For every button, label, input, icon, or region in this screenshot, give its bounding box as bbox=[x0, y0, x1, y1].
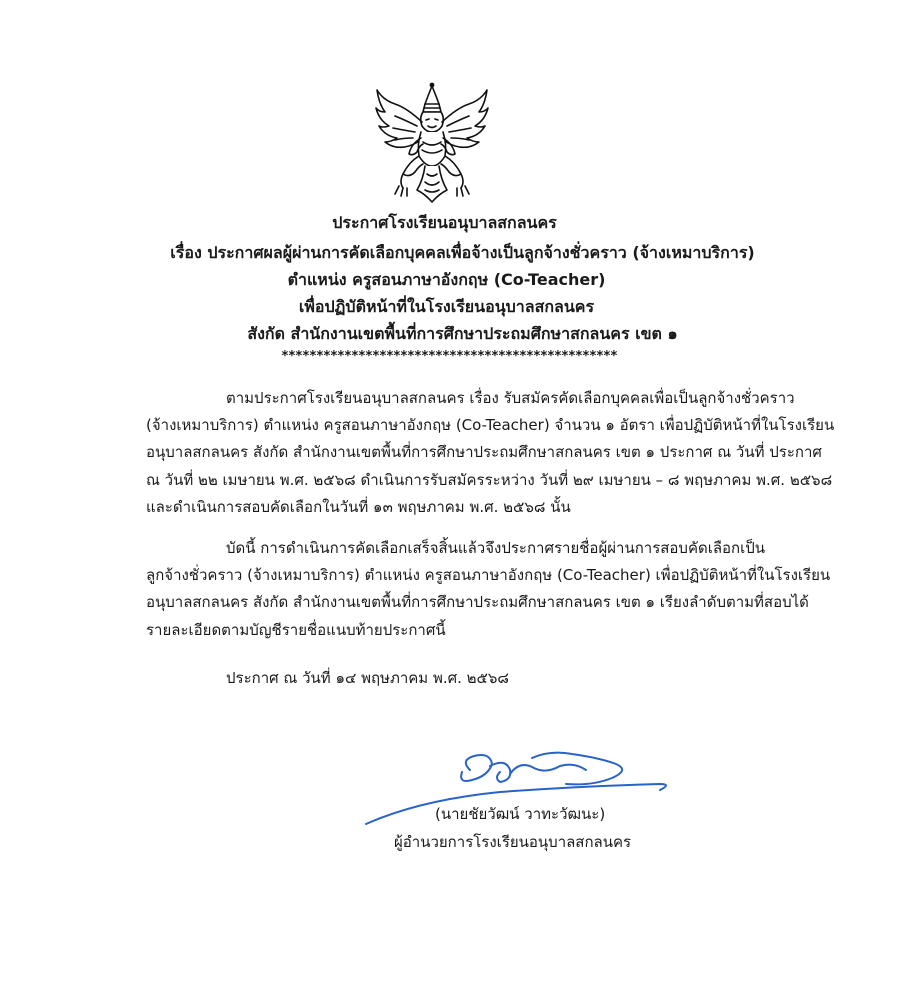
paragraph1-line: อนุบาลสกลนคร สังกัด สำนักงานเขตพื้นที่การศึกษาประถมศึกษาสกลนคร เขต ๑ ประกาศ ณ วันที่ ประกาศ bbox=[146, 443, 822, 461]
announcement-subject: เรื่อง ประกาศผลผู้ผ่านการคัดเลือกบุคคลเพื่อจ้างเป็นลูกจ้างชั่วคราว (จ้างเหมาบริการ) bbox=[170, 243, 755, 262]
separator-line: ************************************************ bbox=[281, 349, 618, 364]
announcement-position: ตำแหน่ง ครูสอนภาษาอังกฤษ (Co-Teacher) bbox=[287, 270, 606, 289]
announcement-affiliation: สังกัด สำนักงานเขตพื้นที่การศึกษาประถมศึกษาสกลนคร เขต ๑ bbox=[247, 324, 678, 343]
paragraph1-line: ตามประกาศโรงเรียนอนุบาลสกลนคร เรื่อง รับสมัครคัดเลือกบุคคลเพื่อเป็นลูกจ้างชั่วคราว bbox=[226, 389, 795, 407]
garuda-emblem-icon bbox=[373, 82, 491, 204]
announcement-date: ประกาศ ณ วันที่ ๑๔ พฤษภาคม พ.ศ. ๒๕๖๘ bbox=[226, 669, 509, 687]
signatory-title: ผู้อำนวยการโรงเรียนอนุบาลสกลนคร bbox=[394, 833, 632, 851]
paragraph1-line: ณ วันที่ ๒๒ เมษายน พ.ศ. ๒๕๖๘ ดำเนินการรับสมัครระหว่าง วันที่ ๒๙ เมษายน – ๘ พฤษภาคม พ.ศ. ๒๕๖๘ bbox=[146, 471, 833, 489]
paragraph2-line: ลูกจ้างชั่วคราว (จ้างเหมาบริการ) ตำแหน่ง ครูสอนภาษาอังกฤษ (Co-Teacher) เพื่อปฏิบัติหน้าที่ในโรงเรียน bbox=[146, 566, 831, 584]
paragraph1-line: (จ้างเหมาบริการ) ตำแหน่ง ครูสอนภาษาอังกฤษ (Co-Teacher) จำนวน ๑ อัตรา เพื่อปฏิบัติหน้าที่ในโรงเรียน bbox=[146, 416, 835, 434]
paragraph2-line: รายละเอียดตามบัญชีรายชื่อแนบท้ายประกาศนี้ bbox=[146, 621, 446, 639]
signatory-name: (นายชัยวัฒน์ วาทะวัฒนะ) bbox=[435, 805, 606, 823]
announcement-title: ประกาศโรงเรียนอนุบาลสกลนคร bbox=[332, 213, 557, 232]
paragraph1-line: และดำเนินการสอบคัดเลือกในวันที่ ๑๓ พฤษภาคม พ.ศ. ๒๕๖๘ นั้น bbox=[146, 498, 571, 516]
paragraph2-line: อนุบาลสกลนคร สังกัด สำนักงานเขตพื้นที่การศึกษาประถมศึกษาสกลนคร เขต ๑ เรียงลำดับตามที่สอบได้ bbox=[146, 593, 809, 611]
paragraph2-line: บัดนี้ การดำเนินการคัดเลือกเสร็จสิ้นแล้วจึงประกาศรายชื่อผู้ผ่านการสอบคัดเลือกเป็น bbox=[226, 539, 766, 557]
announcement-purpose: เพื่อปฏิบัติหน้าที่ในโรงเรียนอนุบาลสกลนคร bbox=[298, 297, 595, 316]
